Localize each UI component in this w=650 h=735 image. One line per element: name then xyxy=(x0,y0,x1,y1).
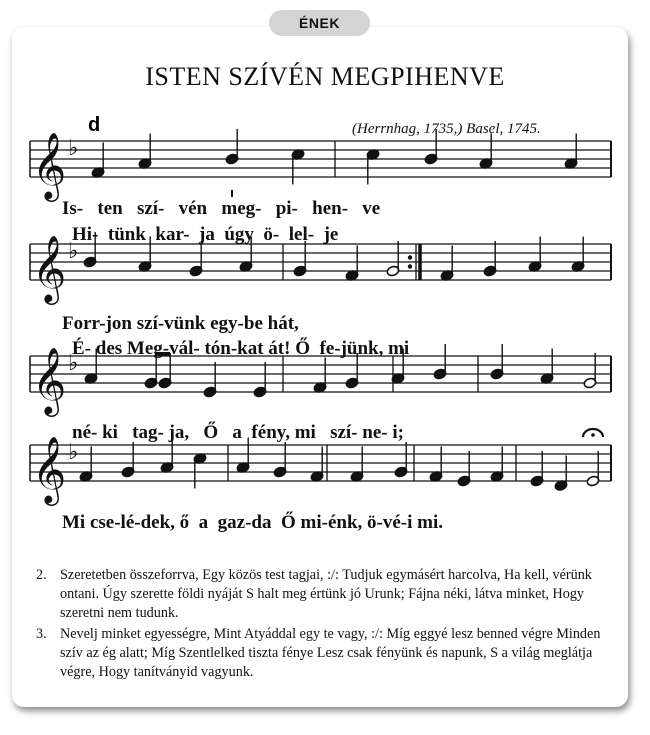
lyric-line-6: Mi cse-lé-dek, ő a gaz-da Ő mi-énk, ö-vé-i mi. xyxy=(62,512,443,533)
verse-text: Szeretetben összeforrva, Egy közös test tagjai, :/: Tudjuk egymásért harcolva, Ha kell, vérünk ontani. Úgy szerette földi nyáját S halt meg értünk jó Urunk; Fájna néki, látva minket, Hogy szeretni nem tudunk. xyxy=(60,567,592,621)
lyric-line-3: Forr-jon szí-vünk egy-be hát, xyxy=(62,313,299,334)
svg-text:𝄞: 𝄞 xyxy=(32,346,67,414)
verse-number: 2. xyxy=(36,567,47,583)
verse-text: Nevelj minket egyességre, Mint Atyáddal egy te vagy, :/: Míg eggyé lesz benned végre Minden szív az ég alatt; Míg Szentlelked tiszta fénye Lesz csak fényünk és napunk, S a világ meglátja végre, Hogy tanítványid vagyunk. xyxy=(60,626,601,680)
section-tab-enek[interactable]: ÉNEK xyxy=(269,10,370,36)
svg-text:𝄞: 𝄞 xyxy=(32,234,67,302)
tempo-mark: d xyxy=(88,114,101,136)
source-note: (Herrnhag, 1735,) Basel, 1745. xyxy=(352,121,541,137)
verse-2 xyxy=(36,566,616,623)
lyric-line-5: né- ki tag- ja, Ő a fény, mi szí- ne- i; xyxy=(72,422,404,443)
verse-number: 3. xyxy=(36,626,47,642)
verses xyxy=(36,566,616,684)
lyric-line-4: É- des Meg-vál- tón-kat át! Ő fe-jünk, mi xyxy=(72,338,410,359)
svg-text:♭: ♭ xyxy=(68,136,79,161)
svg-text:♭: ♭ xyxy=(68,351,79,376)
svg-text:♭: ♭ xyxy=(68,239,79,264)
song-title: ISTEN SZÍVÉN MEGPIHENVE xyxy=(145,62,505,91)
verse-3 xyxy=(36,625,616,682)
lyric-line-1: Is- ten szí- vén meg- pi- hen- ve xyxy=(62,198,381,219)
svg-text:♭: ♭ xyxy=(68,440,79,465)
lyric-line-2: Hi- tünk kar- ja úgy ö- lel- je xyxy=(72,224,339,245)
svg-text:𝄞: 𝄞 xyxy=(32,131,67,199)
svg-text:𝄞: 𝄞 xyxy=(32,435,67,503)
